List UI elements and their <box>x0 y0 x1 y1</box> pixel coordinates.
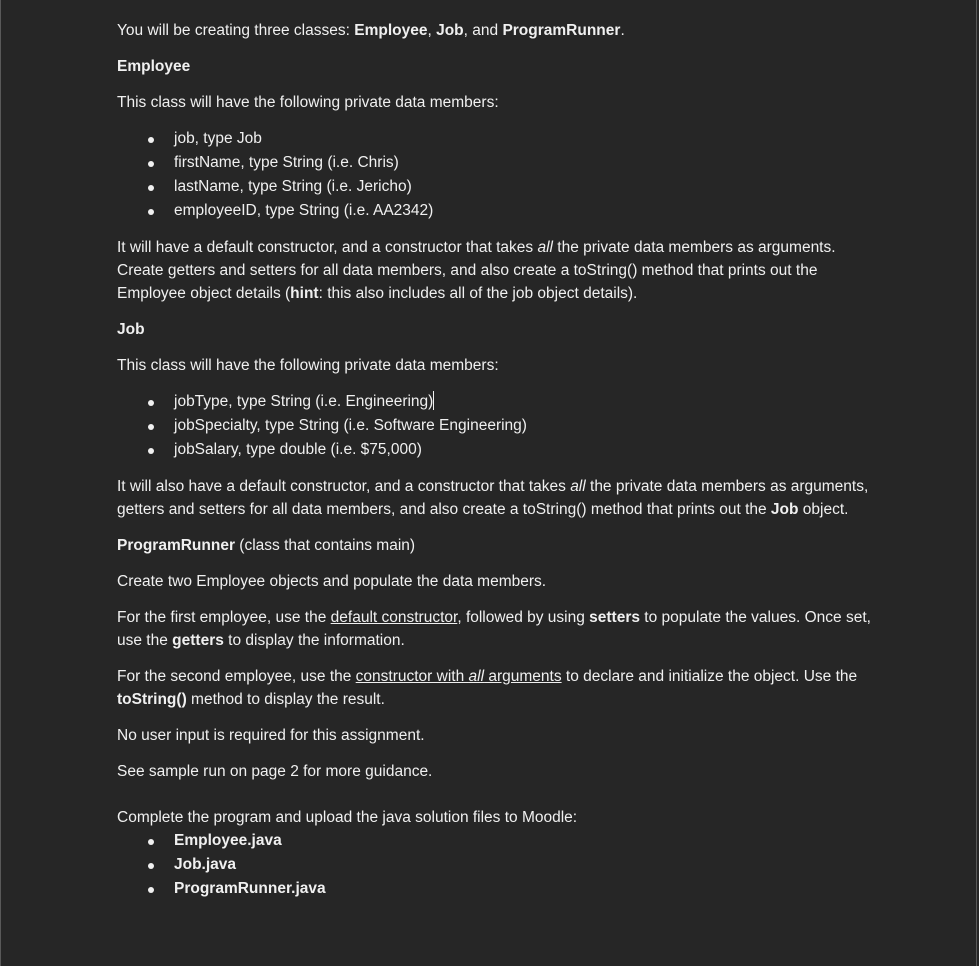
job-members-list <box>117 390 877 462</box>
list-item: jobType, type String (i.e. Engineering) <box>117 390 877 414</box>
employee-description: It will have a default constructor, and a constructor that takes all the private data members as arguments. Create getters and setters for all data members, and also create a toString() method that prints out the Employee object details (hint: this also includes all of the job object details). <box>117 239 836 302</box>
list-item: employeeID, type String (i.e. AA2342) <box>117 199 877 223</box>
submit-paragraph: Complete the program and upload the java solution files to Moodle: <box>117 809 578 826</box>
document-body <box>117 19 877 914</box>
employee-members-list <box>117 127 877 223</box>
list-item: Job.java <box>117 853 877 877</box>
class-name-programrunner: ProgramRunner <box>502 22 621 39</box>
list-item: job, type Job <box>117 127 877 151</box>
intro-paragraph: You will be creating three classes: Employee, Job, and ProgramRunner. <box>117 22 625 39</box>
create-objects-paragraph: Create two Employee objects and populate the data members. <box>117 573 547 590</box>
submit-files-list <box>117 829 877 901</box>
job-members-intro: This class will have the following private data members: <box>117 357 499 374</box>
class-name-employee: Employee <box>354 22 428 39</box>
list-item: lastName, type String (i.e. Jericho) <box>117 175 877 199</box>
employee-members-intro: This class will have the following private data members: <box>117 94 499 111</box>
text-cursor <box>433 391 434 410</box>
list-item: jobSalary, type double (i.e. $75,000) <box>117 438 877 462</box>
job-description: It will also have a default constructor, and a constructor that takes all the private data members as arguments, getters and setters for all data members, and also create a toString() method that prints out the Job object. <box>117 478 869 518</box>
programrunner-heading: ProgramRunner (class that contains main) <box>117 537 416 554</box>
list-item: Employee.java <box>117 829 877 853</box>
employee-heading: Employee <box>117 58 191 75</box>
list-item: firstName, type String (i.e. Chris) <box>117 151 877 175</box>
first-employee-paragraph: For the first employee, use the default constructor, followed by using setters to populate the values. Once set, use the getters to display the information. <box>117 609 871 649</box>
second-employee-paragraph: For the second employee, use the constructor with all arguments to declare and initialize the object. Use the toString() method to display the result. <box>117 668 858 708</box>
class-name-job: Job <box>436 22 464 39</box>
list-item: jobSpecialty, type String (i.e. Software Engineering) <box>117 414 877 438</box>
sample-run-paragraph: See sample run on page 2 for more guidance. <box>117 763 433 780</box>
list-item: ProgramRunner.java <box>117 877 877 901</box>
no-input-paragraph: No user input is required for this assignment. <box>117 727 425 744</box>
job-heading: Job <box>117 321 145 338</box>
